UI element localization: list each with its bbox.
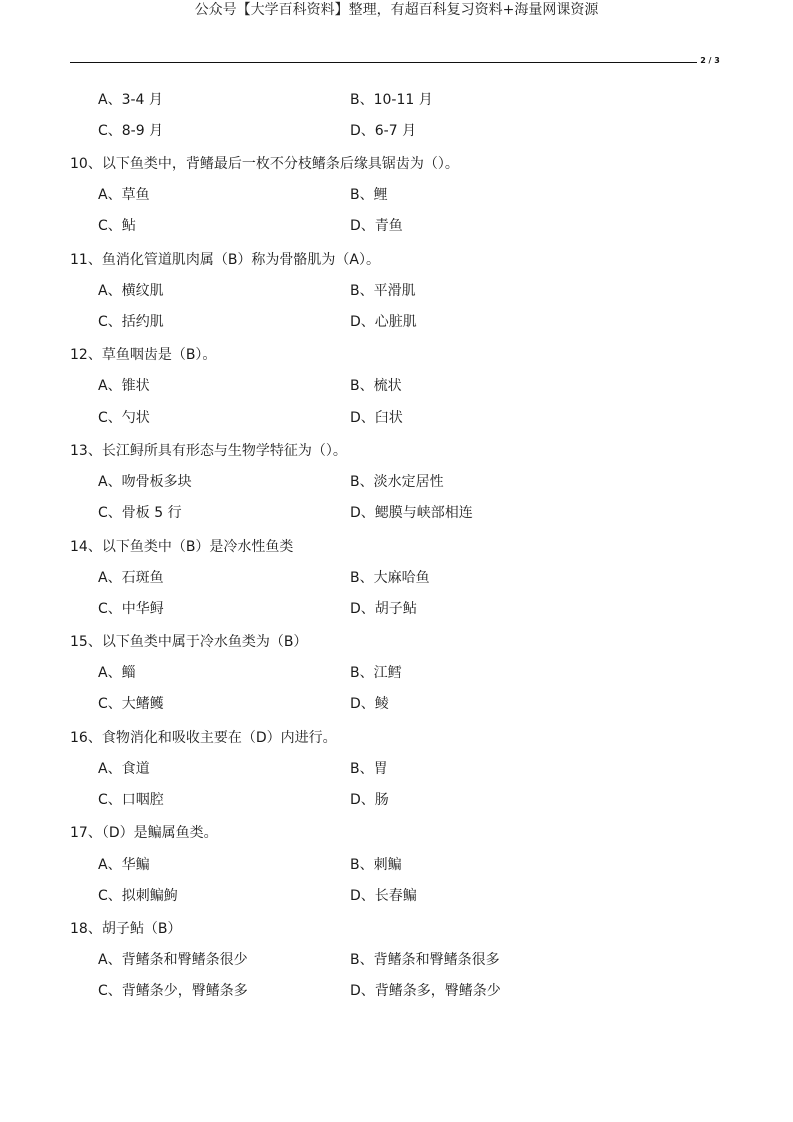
q17-option-b: B、刺鳊 (350, 857, 402, 873)
q15-stem: 15、以下鱼类中属于冷水鱼类为（B） (70, 634, 308, 650)
q17-stem: 17、（D）是鳊属鱼类。 (70, 825, 218, 841)
q11-option-a: A、横纹肌 (98, 283, 164, 299)
q10-option-b: B、鲤 (350, 187, 388, 203)
q11-option-c: C、括约肌 (98, 314, 164, 330)
q18-option-c: C、背鳍条少，臀鳍条多 (98, 983, 248, 999)
q16-option-a: A、食道 (98, 761, 150, 777)
q16-option-b: B、胃 (350, 761, 388, 777)
q9-option-a: A、3-4 月 (98, 92, 163, 108)
page-header-banner: 公众号【大学百科资料】整理，有超百科复习资料+海量网课资源 (194, 2, 599, 18)
q15-option-a: A、鲻 (98, 665, 136, 681)
q14-option-a: A、石斑鱼 (98, 570, 164, 586)
q11-option-d: D、心脏肌 (350, 314, 417, 330)
q14-option-d: D、胡子鲇 (350, 601, 417, 617)
q16-option-c: C、口咽腔 (98, 792, 164, 808)
q13-option-c: C、骨板 5 行 (98, 505, 182, 521)
q11-option-b: B、平滑肌 (350, 283, 416, 299)
q18-option-b: B、背鳍条和臀鳍条很多 (350, 952, 500, 968)
q14-stem: 14、以下鱼类中（B）是冷水性鱼类 (70, 539, 294, 555)
q18-option-a: A、背鳍条和臀鳍条很少 (98, 952, 248, 968)
q13-option-b: B、淡水定居性 (350, 474, 444, 490)
page-number: 2 / 3 (697, 55, 723, 67)
q15-option-d: D、鲮 (350, 696, 389, 712)
q18-option-d: D、背鳍条多，臀鳍条少 (350, 983, 501, 999)
q10-option-d: D、青鱼 (350, 218, 403, 234)
q13-option-a: A、吻骨板多块 (98, 474, 192, 490)
q15-option-c: C、大鳍鳠 (98, 696, 164, 712)
q17-option-a: A、华鳊 (98, 857, 150, 873)
q13-option-d: D、鳃膜与峡部相连 (350, 505, 473, 521)
q18-stem: 18、胡子鲇（B） (70, 921, 182, 937)
q16-option-d: D、肠 (350, 792, 389, 808)
q9-option-b: B、10-11 月 (350, 92, 433, 108)
q17-option-d: D、长春鳊 (350, 888, 417, 904)
q14-option-c: C、中华鲟 (98, 601, 164, 617)
q13-stem: 13、长江鲟所具有形态与生物学特征为（）。 (70, 443, 347, 459)
q10-option-c: C、鲇 (98, 218, 136, 234)
q14-option-b: B、大麻哈鱼 (350, 570, 430, 586)
header-rule (70, 62, 722, 63)
q16-stem: 16、食物消化和吸收主要在（D）内进行。 (70, 730, 337, 746)
q17-option-c: C、拟刺鳊鮈 (98, 888, 178, 904)
q12-option-b: B、梳状 (350, 378, 402, 394)
q10-option-a: A、草鱼 (98, 187, 150, 203)
q12-option-c: C、勺状 (98, 410, 150, 426)
q9-option-c: C、8-9 月 (98, 123, 164, 139)
q11-stem: 11、鱼消化管道肌肉属（B）称为骨骼肌为（A）。 (70, 252, 380, 268)
q12-stem: 12、草鱼咽齿是（B）。 (70, 347, 217, 363)
q12-option-d: D、臼状 (350, 410, 403, 426)
q12-option-a: A、锥状 (98, 378, 150, 394)
q15-option-b: B、江鳕 (350, 665, 402, 681)
q9-option-d: D、6-7 月 (350, 123, 417, 139)
q10-stem: 10、以下鱼类中，背鳍最后一枚不分枝鳍条后缘具锯齿为（）。 (70, 156, 459, 172)
